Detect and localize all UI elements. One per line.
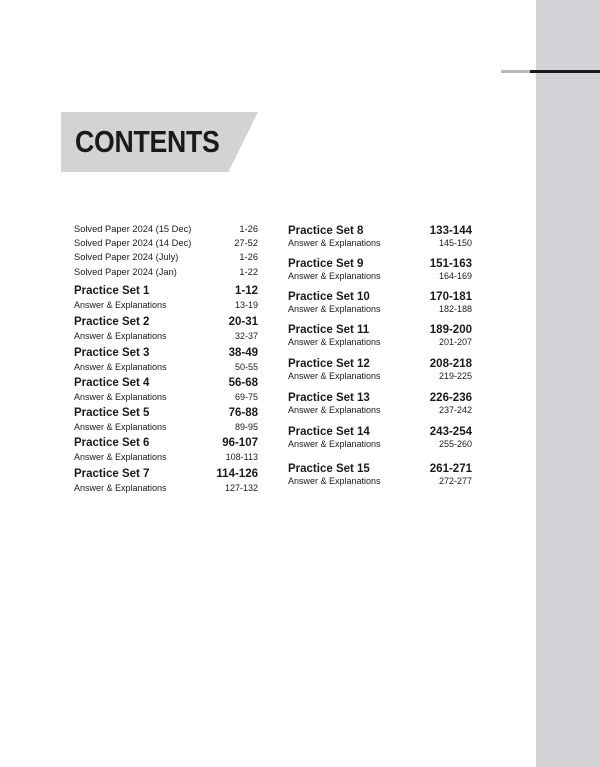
answer-entry	[74, 450, 258, 464]
practice-set-entry-pages: 261-271	[429, 463, 472, 475]
answer-entry-label: Answer & Explanations	[288, 371, 381, 381]
practice-set-entry-pages: 208-218	[429, 358, 472, 370]
answer-entry-label: Answer & Explanations	[74, 483, 167, 493]
practice-set-entry-pages: 133-144	[429, 225, 472, 237]
answer-entry-label: Answer & Explanations	[288, 439, 381, 449]
solved-paper-entry	[74, 250, 258, 264]
answer-entry	[288, 335, 472, 349]
practice-set-entry-label: Practice Set 3	[74, 347, 150, 359]
practice-set-entry-label: Practice Set 9	[288, 258, 364, 270]
answer-entry-pages: 237-242	[438, 405, 472, 415]
answer-entry-label: Answer & Explanations	[288, 271, 381, 281]
answer-entry-pages: 272-277	[438, 476, 472, 486]
practice-set-entry-pages: 20-31	[228, 316, 258, 328]
practice-set-entry-pages: 170-181	[429, 291, 472, 303]
practice-set-entry	[74, 376, 258, 390]
solved-paper-entry-pages: 1-22	[239, 267, 258, 277]
practice-set-entry-pages: 114-126	[216, 468, 258, 480]
answer-entry-pages: 201-207	[438, 337, 472, 347]
answer-entry-pages: 69-75	[234, 392, 258, 402]
answer-entry	[288, 403, 472, 417]
answer-entry	[74, 298, 258, 312]
practice-set-entry-label: Practice Set 4	[74, 377, 150, 389]
answer-entry-pages: 145-150	[438, 238, 472, 248]
answer-entry	[288, 236, 472, 250]
practice-set-entry	[74, 346, 258, 360]
answer-entry-pages: 164-169	[438, 271, 472, 281]
answer-entry-pages: 32-37	[234, 331, 258, 341]
practice-set-entry	[74, 315, 258, 329]
answer-entry-label: Answer & Explanations	[74, 392, 167, 402]
practice-set-entry-pages: 243-254	[429, 426, 472, 438]
answer-entry-label: Answer & Explanations	[74, 422, 167, 432]
answer-entry-label: Answer & Explanations	[288, 476, 381, 486]
answer-entry	[288, 437, 472, 451]
solved-paper-entry	[74, 222, 258, 236]
practice-set-entry-label: Practice Set 7	[74, 468, 150, 480]
answer-entry-pages: 50-55	[234, 362, 258, 372]
practice-set-entry-label: Practice Set 2	[74, 316, 150, 328]
answer-entry-label: Answer & Explanations	[74, 300, 167, 310]
practice-set-entry-pages: 76-88	[228, 407, 258, 419]
answer-entry-label: Answer & Explanations	[288, 304, 381, 314]
practice-set-entry-label: Practice Set 12	[288, 358, 370, 370]
practice-set-entry-label: Practice Set 6	[74, 437, 150, 449]
practice-set-entry-label: Practice Set 13	[288, 392, 370, 404]
page-title: CONTENTS	[75, 124, 220, 159]
practice-set-entry-pages: 151-163	[429, 258, 472, 270]
answer-entry-label: Answer & Explanations	[74, 362, 167, 372]
practice-set-entry-label: Practice Set 1	[74, 285, 150, 297]
practice-set-entry	[74, 467, 258, 481]
solved-paper-entry	[74, 265, 258, 279]
answer-entry-label: Answer & Explanations	[288, 238, 381, 248]
answer-entry-label: Answer & Explanations	[288, 405, 381, 415]
solved-paper-entry-pages: 1-26	[239, 224, 258, 234]
practice-set-entry-label: Practice Set 11	[288, 324, 370, 336]
practice-set-entry-pages: 96-107	[222, 437, 258, 449]
practice-set-entry-label: Practice Set 5	[74, 407, 150, 419]
answer-entry	[288, 474, 472, 488]
answer-entry	[74, 481, 258, 495]
practice-set-entry	[74, 406, 258, 420]
answer-entry-pages: 127-132	[224, 483, 258, 493]
answer-entry	[74, 390, 258, 404]
answer-entry	[288, 269, 472, 283]
practice-set-entry-label: Practice Set 14	[288, 426, 370, 438]
answer-entry-pages: 13-19	[234, 300, 258, 310]
solved-paper-entry	[74, 236, 258, 250]
solved-paper-entry-label: Solved Paper 2024 (15 Dec)	[74, 224, 192, 234]
solved-paper-entry-label: Solved Paper 2024 (July)	[74, 252, 179, 262]
practice-set-entry	[74, 284, 258, 298]
answer-entry	[74, 420, 258, 434]
side-margin-bar	[536, 0, 600, 767]
answer-entry-pages: 219-225	[438, 371, 472, 381]
practice-set-entry	[74, 436, 258, 450]
header-rule-gray	[501, 70, 531, 73]
solved-paper-entry-label: Solved Paper 2024 (14 Dec)	[74, 238, 192, 248]
header-rule-black	[530, 70, 600, 73]
solved-paper-entry-pages: 1-26	[239, 252, 258, 262]
practice-set-entry-pages: 56-68	[228, 377, 258, 389]
answer-entry	[288, 369, 472, 383]
answer-entry-pages: 108-113	[225, 452, 258, 462]
practice-set-entry-pages: 38-49	[228, 347, 258, 359]
solved-paper-entry-label: Solved Paper 2024 (Jan)	[74, 267, 177, 277]
answer-entry-label: Answer & Explanations	[74, 452, 167, 462]
practice-set-entry-label: Practice Set 8	[288, 225, 364, 237]
answer-entry	[74, 329, 258, 343]
answer-entry	[74, 360, 258, 374]
practice-set-entry-pages: 189-200	[429, 324, 472, 336]
practice-set-entry-pages: 226-236	[429, 392, 472, 404]
answer-entry-pages: 255-260	[438, 439, 472, 449]
solved-paper-entry-pages: 27-52	[234, 238, 258, 248]
practice-set-entry-label: Practice Set 15	[288, 463, 370, 475]
answer-entry-label: Answer & Explanations	[74, 331, 167, 341]
answer-entry	[288, 302, 472, 316]
answer-entry-pages: 182-188	[438, 304, 472, 314]
practice-set-entry-pages: 1-12	[234, 285, 258, 297]
answer-entry-pages: 89-95	[234, 422, 258, 432]
answer-entry-label: Answer & Explanations	[288, 337, 381, 347]
practice-set-entry-label: Practice Set 10	[288, 291, 370, 303]
